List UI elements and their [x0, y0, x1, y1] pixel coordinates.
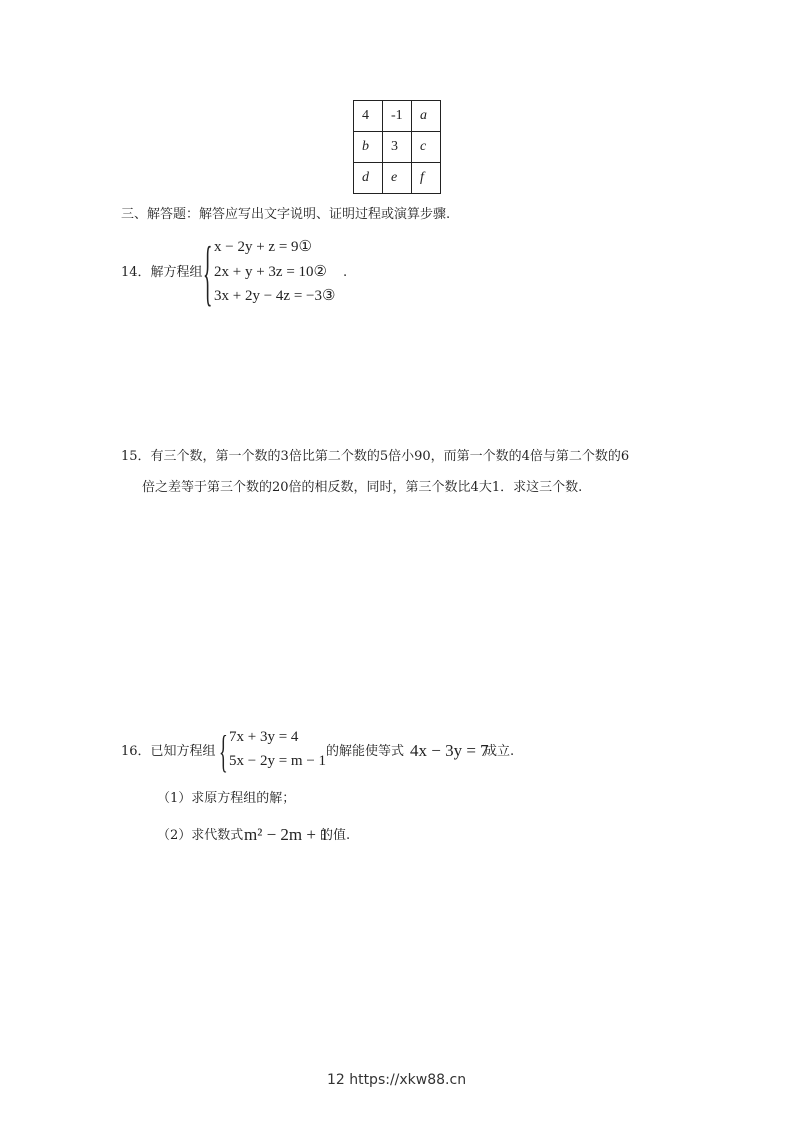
table-cell: a: [412, 101, 441, 132]
table-cell: b: [354, 132, 383, 163]
q14-label: 14．解方程组: [121, 265, 203, 280]
q16-part-2-suffix: 的值.: [320, 828, 351, 843]
table-cell: e: [383, 163, 412, 194]
q16-brace: {: [219, 726, 228, 777]
section-heading: 三、解答题：解答应写出文字说明、证明过程或演算步骤.: [121, 207, 451, 222]
q14-tail: .: [343, 265, 348, 280]
table-cell: 4: [354, 101, 383, 132]
q14-equation-3: 3x + 2y − 4z = −3③: [214, 288, 336, 304]
table-row: [354, 101, 441, 132]
page-footer: 12 https://xkw88.cn: [326, 1072, 467, 1088]
table-cell: 3: [383, 132, 412, 163]
table-cell: f: [412, 163, 441, 194]
q16-equation-1: 7x + 3y = 4: [229, 729, 299, 745]
q16-equation-2: 5x − 2y = m − 1: [229, 753, 327, 769]
q16-mid-text: 的解能使等式: [326, 744, 405, 759]
q16-part-2-prefix: （2）求代数式: [157, 828, 244, 843]
q14-brace: {: [203, 234, 213, 315]
number-grid-table: [353, 100, 441, 194]
q14-equation-2: 2x + y + 3z = 10②: [214, 264, 327, 280]
table-row: [354, 163, 441, 194]
table-cell: c: [412, 132, 441, 163]
q15-line-1: 15．有三个数，第一个数的3倍比第二个数的5倍小90，而第一个数的4倍与第二个数的6: [121, 449, 630, 464]
table-cell: d: [354, 163, 383, 194]
q16-tail: 成立.: [484, 744, 515, 759]
q15-line-2: 倍之差等于第三个数的20倍的相反数，同时，第三个数比4大1．求这三个数.: [142, 480, 583, 495]
q16-part-2-expression: m² − 2m + 1: [244, 825, 329, 844]
table-cell: -1: [383, 101, 412, 132]
q16-condition: 4x − 3y = 7: [410, 741, 489, 760]
q14-equation-1: x − 2y + z = 9①: [214, 239, 312, 255]
q16-part-1: （1）求原方程组的解；: [157, 791, 296, 806]
q16-label: 16．已知方程组: [121, 744, 216, 759]
table-row: [354, 132, 441, 163]
